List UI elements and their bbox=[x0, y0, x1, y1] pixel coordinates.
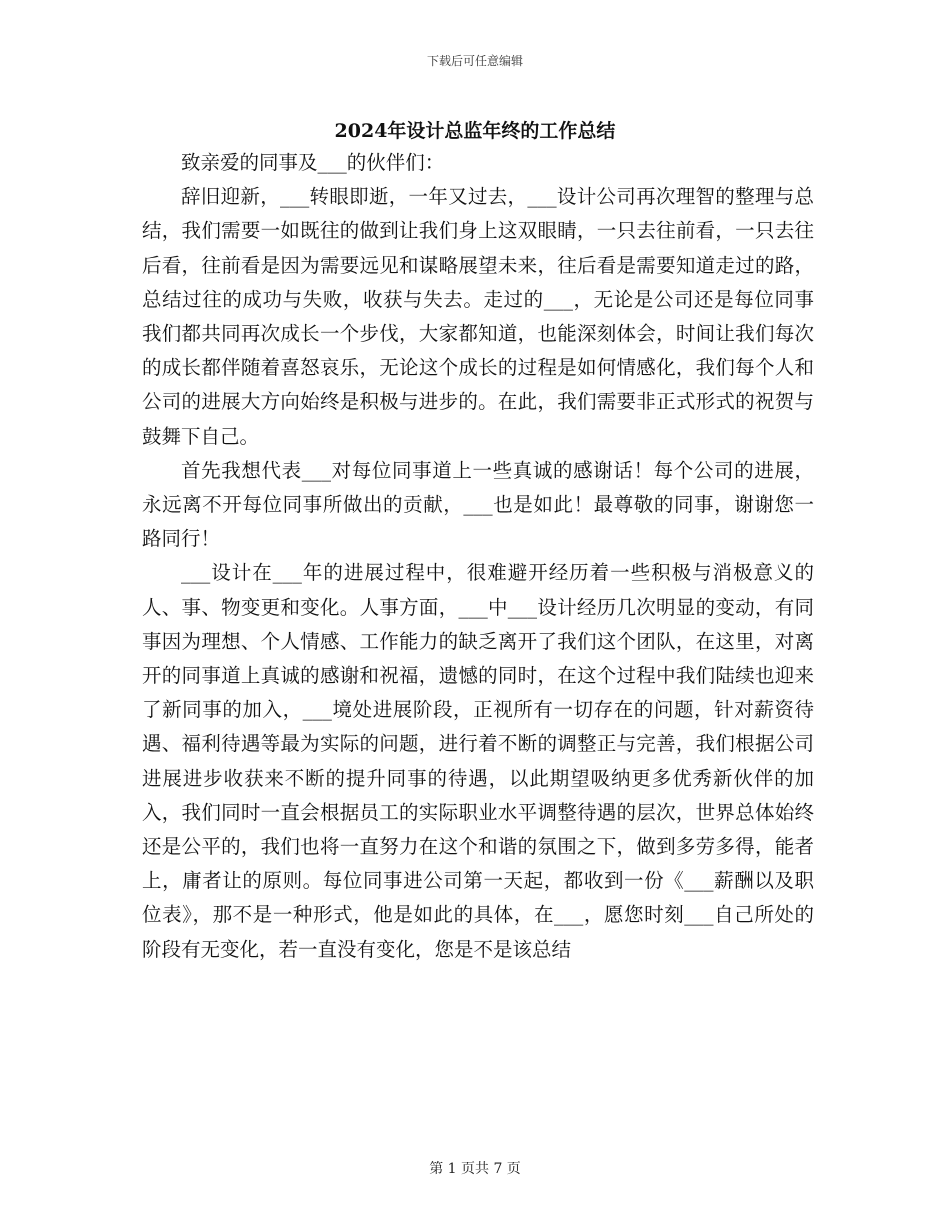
paragraph-greeting: 致亲爱的同事及___的伙伴们： bbox=[181, 151, 445, 174]
document-body bbox=[142, 146, 814, 967]
header-note: 下载后可任意编辑 bbox=[426, 54, 523, 68]
paragraph: 辞旧迎新，___转眼即逝，一年又过去，___设计公司再次理智的整理与总结，我们需要一如既往的做到让我们身上这双眼睛，一只去往前看，一只去往后看，往前看是因为需要远见和谋略展望未来，往后看是需要知道走过的路，总结过往的成功与失败，收获与失去。走过的___，无论是公司还是每位同事我们都共同再次成长一个步伐，大家都知道，也能深刻体会，时间让我们每次的成长都伴随着喜怒哀乐，无论这个成长的过程是如何情感化，我们每个人和公司的进展大方向始终是积极与进步的。在此，我们需要非正式形式的祝贺与鼓舞下自己。 bbox=[142, 185, 814, 448]
paragraph: 首先我想代表___对每位同事道上一些真诚的感谢话！每个公司的进展，永远离不开每位同事所做出的贡献，___也是如此！最尊敬的同事，谢谢您一路同行！ bbox=[142, 458, 814, 551]
document-title: 2024年设计总监年终的工作总结 bbox=[334, 120, 616, 142]
page-number: 第 1 页共 7 页 bbox=[429, 1161, 521, 1177]
paragraph: ___设计在___年的进展过程中，很难避开经历着一些积极与消极意义的人、事、物变更和变化。人事方面，___中___设计经历几次明显的变动，有同事因为理想、个人情感、工作能力的缺乏离开了我们这个团队，在这里，对离开的同事道上真诚的感谢和祝福，遗憾的同时，在这个过程中我们陆续也迎来了新同事的加入，___境处进展阶段，正视所有一切存在的问题，针对薪资待遇、福利待遇等最为实际的问题，进行着不断的调整正与完善，我们根据公司进展进步收获来不断的提升同事的待遇，以此期望吸纳更多优秀新伙伴的加入，我们同时一直会根据员工的实际职业水平调整待遇的层次，世界总体始终还是公平的，我们也将一直努力在这个和谐的氛围之下，做到多劳多得，能者上，庸者让的原则。每位同事进公司第一天起，都收到一份《___薪酬以及职位表》，那不是一种形式，他是如此的具体，在___，愿您时刻___自己所处的阶段有无变化，若一直没有变化，您是不是该总结 bbox=[142, 561, 814, 961]
